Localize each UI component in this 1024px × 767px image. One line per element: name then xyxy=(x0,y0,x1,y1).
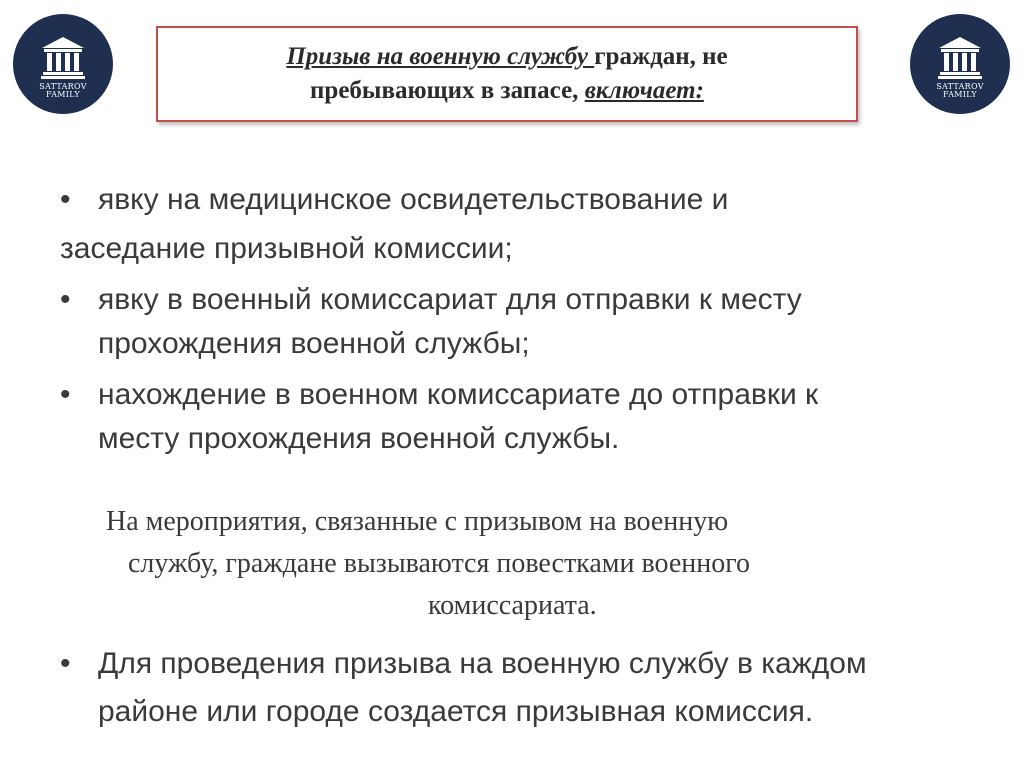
bullet-list xyxy=(60,174,980,464)
building-icon xyxy=(937,35,983,79)
list-item-text: заседание призывной комиссии; xyxy=(60,232,513,265)
logo-left xyxy=(13,14,113,114)
list-item xyxy=(60,274,980,369)
note-paragraph xyxy=(100,501,980,627)
list-item-continuation xyxy=(60,223,980,274)
logo-text-line2: FAMILY xyxy=(943,90,977,99)
list-item-text: нахождение в военном комиссариате до отправки к xyxy=(98,378,819,411)
list-item-text: районе или городе создается призывная комиссия. xyxy=(98,695,814,728)
title-text-line2: пребывающих в запасе, xyxy=(310,77,585,104)
logo-text-line1: SATTAROV xyxy=(936,82,984,91)
list-item xyxy=(60,369,980,464)
list-item-text: Для проведения призыва на военную службу в каждом xyxy=(98,647,867,680)
logo-text-line2: FAMILY xyxy=(46,90,80,99)
logo-text-line1: SATTAROV xyxy=(39,82,87,91)
title-text: граждан, не xyxy=(594,43,728,70)
bullet-marker: • xyxy=(60,378,71,411)
title-emphasis-verb: включает: xyxy=(584,77,704,104)
slide-title-box xyxy=(156,26,858,122)
note-line: комиссариата. xyxy=(428,590,597,621)
list-item-text: явку в военный комиссариат для отправки к месту xyxy=(98,283,802,316)
list-item-last xyxy=(60,640,1018,736)
bullet-marker: • xyxy=(60,283,71,316)
logo-text xyxy=(39,83,87,99)
list-item xyxy=(60,174,980,225)
logo-right xyxy=(910,14,1010,114)
list-item-text: прохождения военной службы; xyxy=(98,327,530,360)
building-icon xyxy=(40,35,86,79)
note-line: службу, граждане вызываются повестками военного xyxy=(128,548,751,579)
bullet-marker: • xyxy=(60,183,71,216)
list-item-text: явку на медицинское освидетельствование и xyxy=(98,183,729,216)
title-emphasis: Призыв на военную службу xyxy=(286,43,595,70)
note-line: На мероприятия, связанные с призывом на военную xyxy=(106,506,729,537)
list-item-text: месту прохождения военной службы. xyxy=(98,422,620,455)
slide-title xyxy=(286,40,727,108)
bullet-marker: • xyxy=(60,647,71,680)
logo-text xyxy=(936,83,984,99)
